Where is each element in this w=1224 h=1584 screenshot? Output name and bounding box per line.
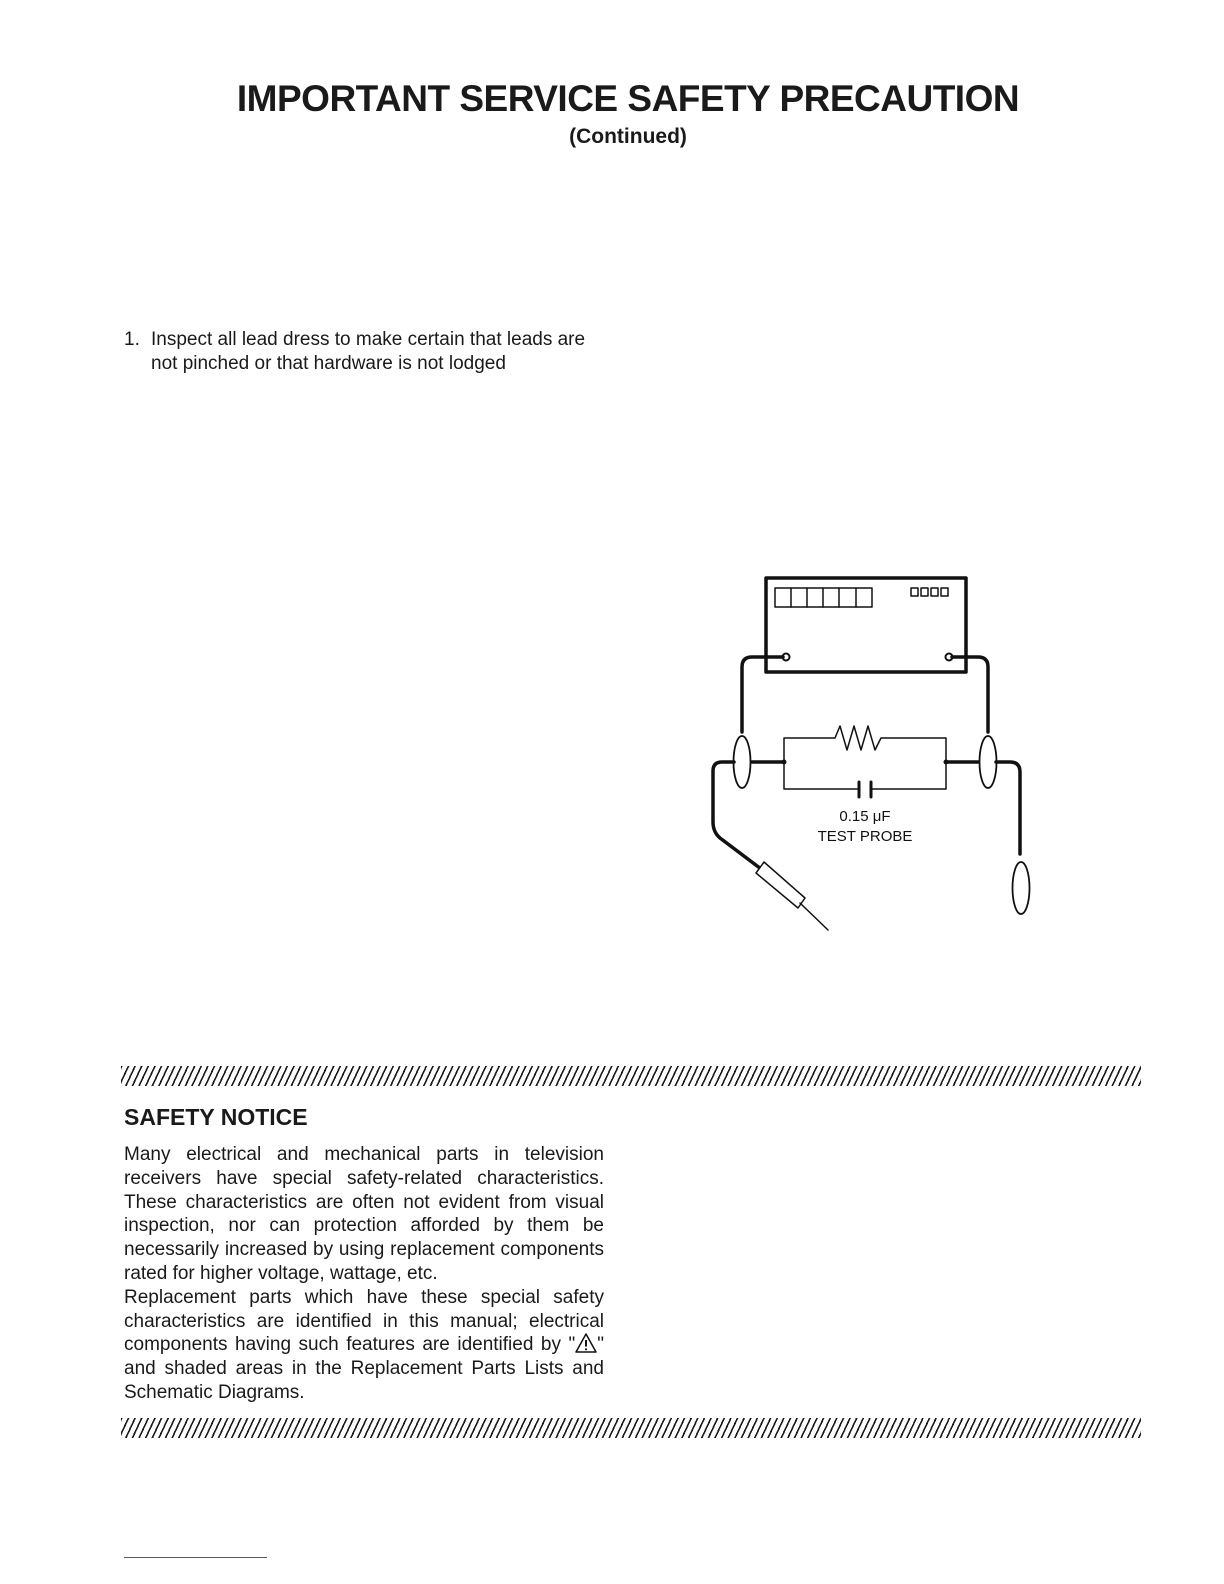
hatched-divider-bottom (121, 1418, 1141, 1438)
meter-indicator-lights (911, 588, 948, 596)
probe-body (756, 862, 805, 908)
capacitor (784, 762, 946, 789)
clip-left (734, 736, 751, 788)
resistor (784, 726, 946, 762)
clip-right (980, 736, 997, 788)
hatched-divider-top (121, 1066, 1141, 1086)
leakage-test-circuit-diagram (700, 570, 1040, 940)
ground-clip (1013, 862, 1030, 914)
test-probe-label: TEST PROBE (817, 828, 913, 845)
safety-notice-body (124, 1143, 604, 1405)
lead-left-upper (742, 657, 783, 732)
safety-notice-paragraph-2-end: " and shaded areas in the Replacement Parts Lists and Schematic Diagrams. (124, 1334, 604, 1403)
lead-right-upper (952, 657, 988, 732)
safety-notice-paragraph-1: Many electrical and mechanical parts in television receivers have special safety-related characteristics. These characteristics are often not evident from visual inspection, nor can protection afforded by them be necessarily increased by using replacement components rated for higher voltage, wattage, etc. (124, 1144, 604, 1284)
probe-tip (800, 903, 828, 930)
meter-display-segments (791, 588, 856, 607)
safety-notice-paragraph-2-start: Replacement parts which have these special safety characteristics are identified in this manual; electrical components having such features are identified by " (124, 1286, 604, 1356)
lead-right-ground (996, 762, 1020, 854)
page-subtitle: (Continued) (569, 125, 687, 148)
warning-triangle-icon (575, 1333, 597, 1353)
list-item-number: 1. (124, 329, 140, 350)
list-item (124, 328, 614, 376)
meter-body (766, 578, 966, 672)
footer-link-underline (124, 1557, 267, 1558)
list-item-text: Inspect all lead dress to make certain that leads are not pinched or that hardware is not lodged (151, 329, 586, 374)
page-title: IMPORTANT SERVICE SAFETY PRECAUTION (236, 78, 1020, 119)
safety-notice-heading: SAFETY NOTICE (124, 1104, 308, 1130)
capacitor-label: 0.15 μF (839, 808, 891, 825)
